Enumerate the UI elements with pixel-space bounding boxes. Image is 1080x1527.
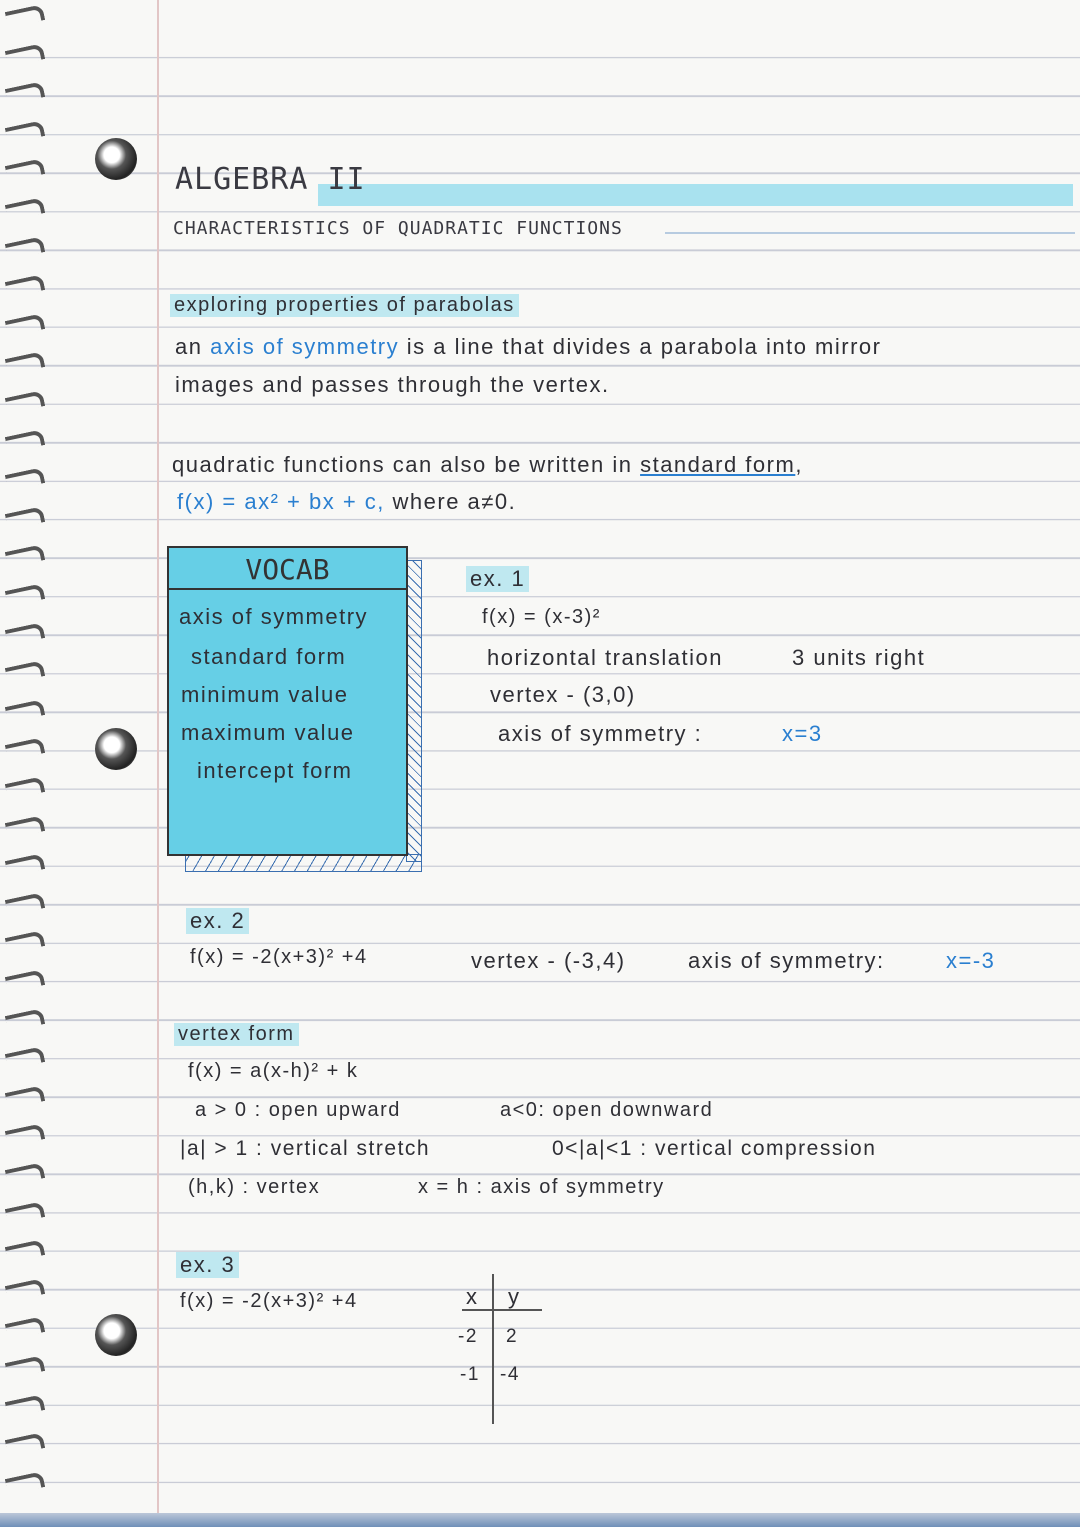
spiral-ring xyxy=(5,738,45,762)
definition-text-a: an xyxy=(175,334,203,359)
spiral-ring xyxy=(5,352,45,376)
standard-form-text: quadratic functions can also be written in xyxy=(172,452,633,477)
example-1-axis-label: axis of symmetry : xyxy=(498,721,703,746)
spiral-ring xyxy=(5,660,45,684)
standard-form-condition: where a≠0. xyxy=(392,489,517,514)
spiral-ring xyxy=(5,1394,45,1418)
example-2-axis-value: x=-3 xyxy=(946,948,996,973)
spiral-ring xyxy=(5,1201,45,1225)
section-heading-parabolas: exploring properties of parabolas xyxy=(170,294,519,317)
spiral-ring xyxy=(5,1355,45,1379)
spiral-ring xyxy=(5,1046,45,1070)
margin-line xyxy=(157,0,159,1527)
spiral-ring xyxy=(5,313,45,337)
definition-line-1 xyxy=(175,334,881,360)
spiral-ring xyxy=(5,545,45,569)
vertex-form-compression: 0<|a|<1 : vertical compression xyxy=(552,1137,877,1160)
vertex-form-stretch: |a| > 1 : vertical stretch xyxy=(180,1137,431,1160)
vertex-form-heading: vertex form xyxy=(174,1023,299,1046)
standard-form-comma: , xyxy=(795,452,803,477)
spiral-ring xyxy=(5,390,45,414)
vocab-item: intercept form xyxy=(197,758,353,783)
vertex-form-open-downward: a<0: open downward xyxy=(500,1099,714,1121)
spiral-ring xyxy=(5,467,45,491)
example-1-vertex: vertex - (3,0) xyxy=(490,682,636,707)
punch-hole-top xyxy=(95,138,137,180)
spiral-ring xyxy=(5,583,45,607)
title-highlight-bar xyxy=(318,184,1073,206)
spiral-ring xyxy=(5,1162,45,1186)
spiral-binding xyxy=(0,0,60,1527)
spiral-ring xyxy=(5,969,45,993)
table-header-y: y xyxy=(508,1284,521,1309)
vertex-form-vertex: (h,k) : vertex xyxy=(188,1176,321,1198)
example-1-axis-value: x=3 xyxy=(782,721,823,746)
vocab-item: standard form xyxy=(191,644,347,669)
table-cell: -1 xyxy=(460,1364,480,1385)
example-2-axis-label: axis of symmetry: xyxy=(688,948,885,973)
spiral-ring xyxy=(5,1432,45,1456)
spiral-ring xyxy=(5,4,45,28)
definition-term: axis of symmetry xyxy=(210,334,400,359)
spiral-ring xyxy=(5,892,45,916)
table-header-x: x xyxy=(466,1284,479,1309)
example-1-function: f(x) = (x-3)² xyxy=(482,606,601,628)
table-divider-vertical xyxy=(492,1274,494,1424)
spiral-ring xyxy=(5,43,45,67)
standard-form-line-1 xyxy=(172,452,803,478)
spiral-ring xyxy=(5,931,45,955)
vocab-title: VOCAB xyxy=(169,548,406,590)
vertex-form-formula: f(x) = a(x-h)² + k xyxy=(188,1060,359,1082)
spiral-ring xyxy=(5,274,45,298)
vertex-form-open-upward: a > 0 : open upward xyxy=(195,1099,401,1121)
vocab-item: minimum value xyxy=(181,682,349,707)
spiral-ring xyxy=(5,506,45,530)
vocab-item: maximum value xyxy=(181,720,355,745)
example-2-vertex: vertex - (-3,4) xyxy=(471,948,626,973)
spiral-ring xyxy=(5,236,45,260)
spiral-ring xyxy=(5,1278,45,1302)
example-2-function: f(x) = -2(x+3)² +4 xyxy=(190,946,368,968)
table-cell: 2 xyxy=(506,1326,519,1347)
definition-text-b: is a line that divides a parabola into mirror xyxy=(406,334,882,359)
vocab-item: axis of symmetry xyxy=(179,604,369,629)
example-1-translation: horizontal translation xyxy=(487,645,724,670)
example-2-label: ex. 2 xyxy=(186,908,249,934)
definition-line-2: images and passes through the vertex. xyxy=(175,372,610,397)
spiral-ring xyxy=(5,776,45,800)
vocab-box xyxy=(167,546,408,856)
spiral-ring xyxy=(5,1317,45,1341)
example-1-translation-amount: 3 units right xyxy=(792,645,926,670)
vocab-box-shadow-right xyxy=(406,560,422,862)
spiral-ring xyxy=(5,1008,45,1032)
punch-hole-bottom xyxy=(95,1314,137,1356)
example-1-label: ex. 1 xyxy=(466,566,529,592)
table-cell: -2 xyxy=(458,1326,478,1347)
spiral-ring xyxy=(5,853,45,877)
example-3-label: ex. 3 xyxy=(176,1252,239,1278)
example-3-function: f(x) = -2(x+3)² +4 xyxy=(180,1290,358,1312)
subtitle-underline xyxy=(665,232,1075,234)
spiral-ring xyxy=(5,120,45,144)
standard-form-line-2 xyxy=(177,489,516,515)
standard-form-term: standard form xyxy=(640,452,796,477)
spiral-ring xyxy=(5,197,45,221)
spiral-ring xyxy=(5,1124,45,1148)
punch-hole-middle xyxy=(95,728,137,770)
page-bottom-edge xyxy=(0,1513,1080,1527)
spiral-ring xyxy=(5,699,45,723)
spiral-ring xyxy=(5,1239,45,1263)
vertex-form-axis: x = h : axis of symmetry xyxy=(418,1176,665,1198)
vocab-box-shadow-bottom xyxy=(185,854,422,872)
spiral-ring xyxy=(5,815,45,839)
spiral-ring xyxy=(5,1085,45,1109)
spiral-ring xyxy=(5,81,45,105)
page-subtitle: CHARACTERISTICS OF QUADRATIC FUNCTIONS xyxy=(173,218,623,239)
spiral-ring xyxy=(5,1471,45,1495)
table-cell: -4 xyxy=(500,1364,520,1385)
standard-form-formula: f(x) = ax² + bx + c, xyxy=(177,489,385,514)
spiral-ring xyxy=(5,159,45,183)
spiral-ring xyxy=(5,622,45,646)
spiral-ring xyxy=(5,429,45,453)
page-title: ALGEBRA II xyxy=(175,162,366,197)
